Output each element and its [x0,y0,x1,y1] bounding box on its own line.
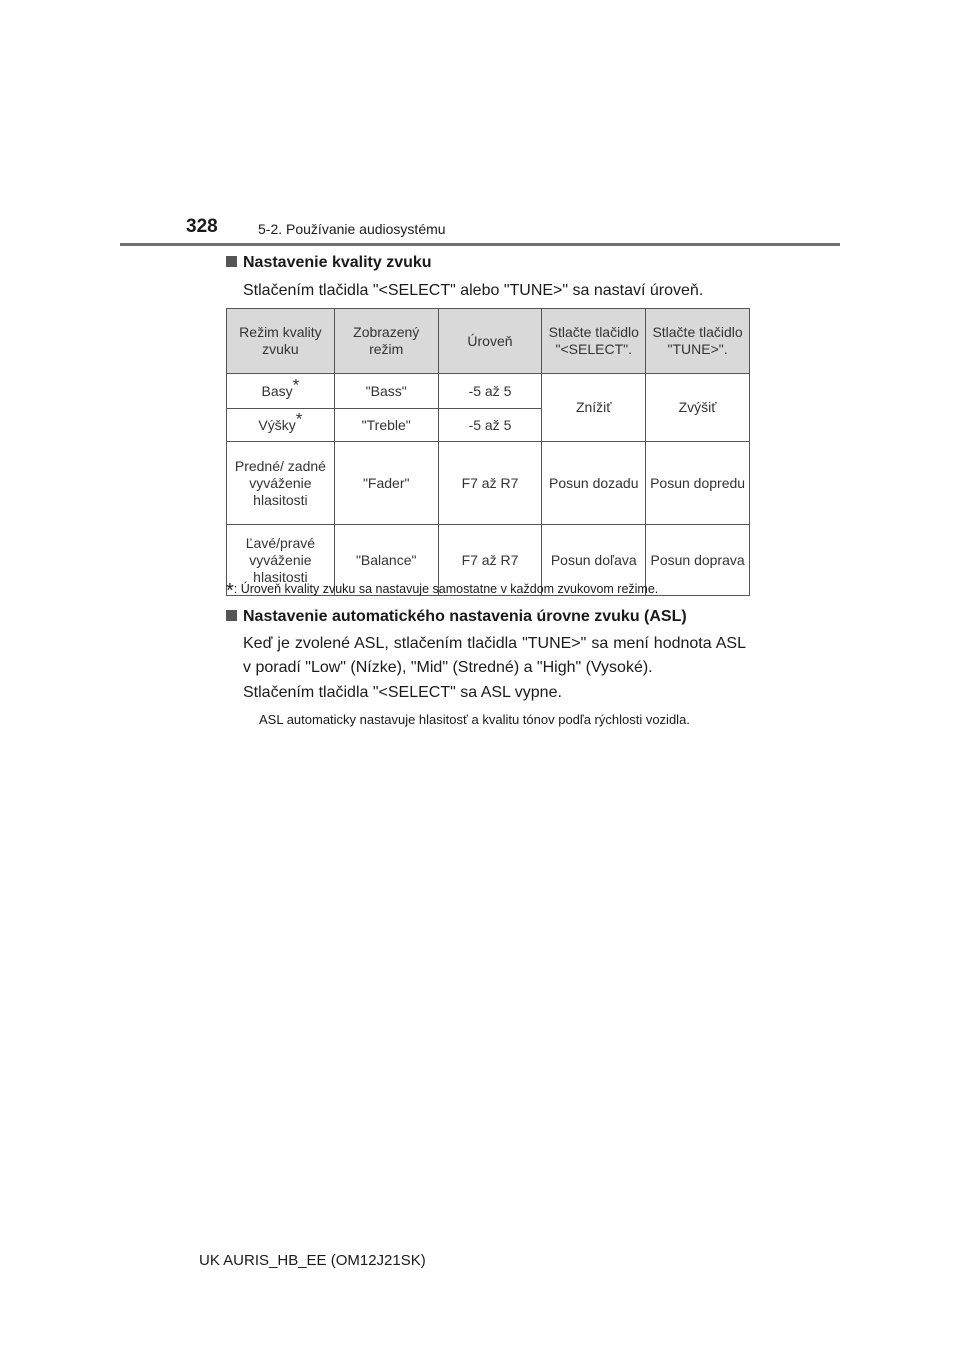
table-cell: F7 až R7 [438,442,542,525]
bullet-square-icon [226,610,237,621]
table-cell: Zvýšiť [646,374,750,442]
footnote-marker: * [295,408,303,428]
table-cell: Predné/ zadné vyváženie hlasitosti [227,442,335,525]
heading-text: Nastavenie automatického nastavenia úrovne zvuku (ASL) [243,608,687,625]
table-cell: -5 až 5 [438,374,542,409]
table-cell: Ľavé/pravé vyváženie hlasitosti [227,525,335,596]
table-cell: F7 až R7 [438,525,542,596]
table-cell: "Balance" [334,525,438,596]
section-heading-asl [226,608,687,626]
table-row [227,442,750,525]
page-number: 328 [186,216,218,237]
table-cell: -5 až 5 [438,409,542,442]
table-cell: "Bass" [334,374,438,409]
bullet-square-icon [226,256,237,267]
table-cell: Posun dopredu [646,442,750,525]
sound-quality-table [226,308,750,596]
heading-text: Nastavenie kvality zvuku [243,254,432,271]
table-cell: "Treble" [334,409,438,442]
paragraph: Stlačením tlačidla "<SELECT" sa ASL vypne. [243,684,562,701]
table-cell: Znížiť [542,374,646,442]
table-cell: Posun dozadu [542,442,646,525]
instruction-text: Stlačením tlačidla "<SELECT" alebo "TUNE>" sa nastaví úroveň. [243,282,704,299]
footnote [226,580,658,603]
table-cell: "Fader" [334,442,438,525]
table-cell [227,374,335,409]
header-divider [120,243,840,246]
column-header: Úroveň [438,309,542,374]
mode-label: Výšky [258,416,296,433]
footnote-marker: * [292,374,300,394]
table-cell [227,409,335,442]
column-header: Stlačte tlačidlo "<SELECT". [542,309,646,374]
column-header: Stlačte tlačidlo "TUNE>". [646,309,750,374]
table-cell: Posun doprava [646,525,750,596]
section-title: 5-2. Používanie audiosystému [258,221,446,237]
footnote-text: : Úroveň kvality zvuku sa nastavuje samostatne v každom zvukovom režime. [233,582,659,596]
mode-label: Basy [261,382,293,399]
column-header: Režim kvality zvuku [227,309,335,374]
note-text: ASL automaticky nastavuje hlasitosť a kvalitu tónov podľa rýchlosti vozidla. [259,712,690,727]
table-cell: Posun doľava [542,525,646,596]
column-header: Zobrazený režim [334,309,438,374]
table-row [227,374,750,409]
section-heading-sound-quality [226,254,432,272]
document-code: UK AURIS_HB_EE (OM12J21SK) [199,1252,426,1269]
paragraph: Keď je zvolené ASL, stlačením tlačidla "TUNE>" sa mení hodnota ASL v poradí "Low" (Nízke), "Mid" (Stredné) a "High" (Vysoké). [243,635,746,676]
table-header-row [227,309,750,374]
footnote-marker: * [226,580,234,602]
